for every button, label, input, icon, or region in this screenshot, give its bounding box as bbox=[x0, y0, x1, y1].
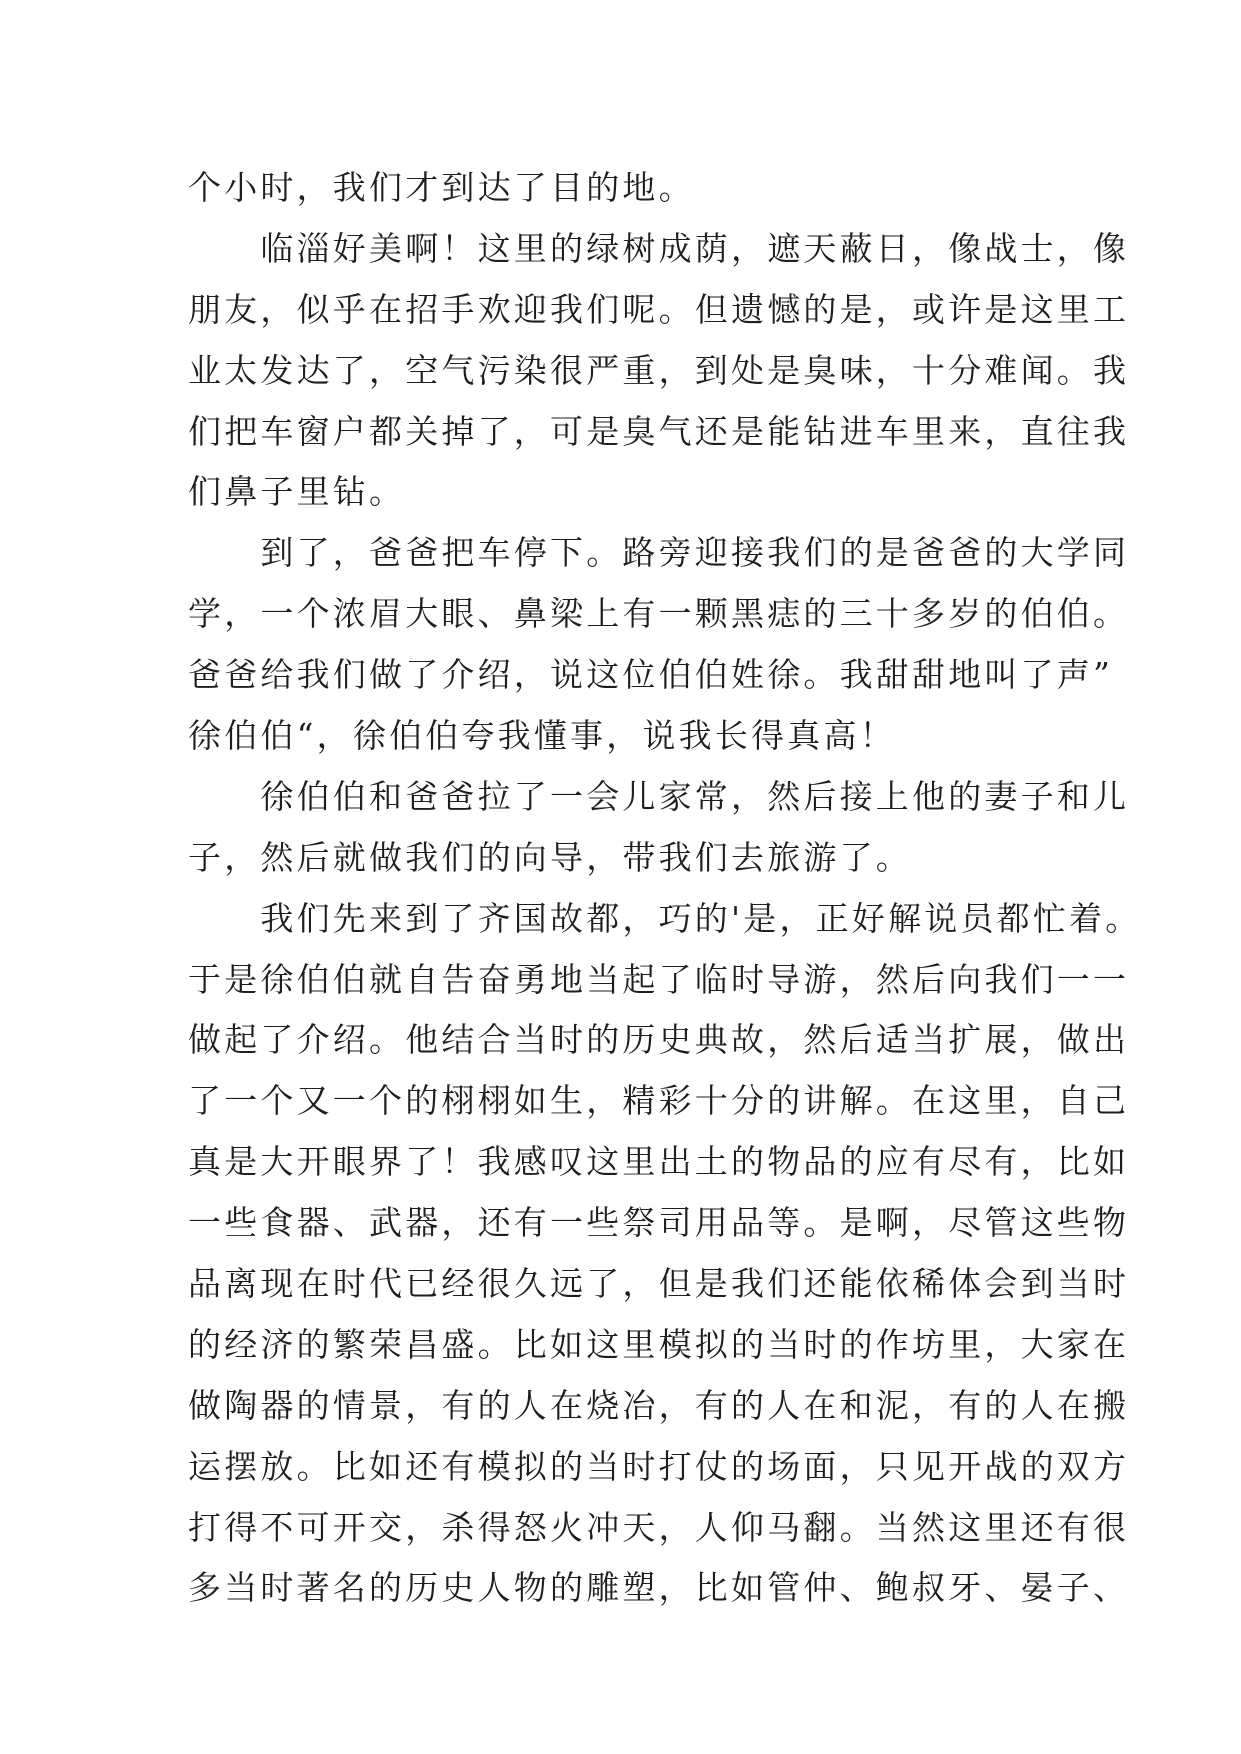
text-line: 爸爸给我们做了介绍，说这位伯伯姓徐。我甜甜地叫了声” bbox=[188, 655, 1114, 695]
text-line: 子，然后就做我们的向导，带我们去旅游了。 bbox=[188, 837, 912, 877]
text-line: 运摆放。比如还有模拟的当时打仗的场面，只见开战的双方 bbox=[188, 1446, 1130, 1486]
text-line: 我们先来到了齐国故都，巧的'是，正好解说员都忙着。 bbox=[188, 898, 1142, 938]
text-line: 学，一个浓眉大眼、鼻梁上有一颗黑痣的三十多岁的伯伯。 bbox=[188, 594, 1130, 634]
text-line: 临淄好美啊！这里的绿树成荫，遮天蔽日，像战士，像 bbox=[188, 228, 1130, 268]
text-line: 多当时著名的历史人物的雕塑，比如管仲、鲍叔牙、晏子、 bbox=[188, 1568, 1130, 1608]
text-line: 于是徐伯伯就自告奋勇地当起了临时导游，然后向我们一一 bbox=[188, 959, 1130, 999]
essay-text bbox=[188, 158, 1142, 1619]
text-line: 个小时，我们才到达了目的地。 bbox=[188, 168, 695, 207]
text-line: 品离现在时代已经很久远了，但是我们还能依稀体会到当时 bbox=[188, 1264, 1130, 1304]
text-line: 徐伯伯和爸爸拉了一会儿家常，然后接上他的妻子和儿 bbox=[188, 776, 1130, 816]
text-line: 真是大开眼界了！我感叹这里出土的物品的应有尽有，比如 bbox=[188, 1142, 1130, 1182]
text-line: 业太发达了，空气污染很严重，到处是臭味，十分难闻。我 bbox=[188, 350, 1130, 390]
text-line: 做陶器的情景，有的人在烧冶，有的人在和泥，有的人在搬 bbox=[188, 1385, 1130, 1425]
text-line: 们把车窗户都关掉了，可是臭气还是能钻进车里来，直往我 bbox=[188, 411, 1130, 451]
text-line: 了一个又一个的栩栩如生，精彩十分的讲解。在这里，自己 bbox=[188, 1081, 1130, 1121]
text-line: 到了，爸爸把车停下。路旁迎接我们的是爸爸的大学同 bbox=[188, 533, 1130, 573]
text-line: 一些食器、武器，还有一些祭司用品等。是啊，尽管这些物 bbox=[188, 1203, 1130, 1243]
text-line: 做起了介绍。他结合当时的历史典故，然后适当扩展，做出 bbox=[188, 1020, 1130, 1060]
text-line: 的经济的繁荣昌盛。比如这里模拟的当时的作坊里，大家在 bbox=[188, 1324, 1130, 1364]
text-line: 徐伯伯“，徐伯伯夸我懂事，说我长得真高！ bbox=[188, 716, 896, 756]
text-line: 打得不可开交，杀得怒火冲天，人仰马翻。当然这里还有很 bbox=[188, 1507, 1130, 1547]
text-line: 朋友，似乎在招手欢迎我们呢。但遗憾的是，或许是这里工 bbox=[188, 289, 1130, 329]
text-line: 们鼻子里钻。 bbox=[188, 472, 406, 512]
